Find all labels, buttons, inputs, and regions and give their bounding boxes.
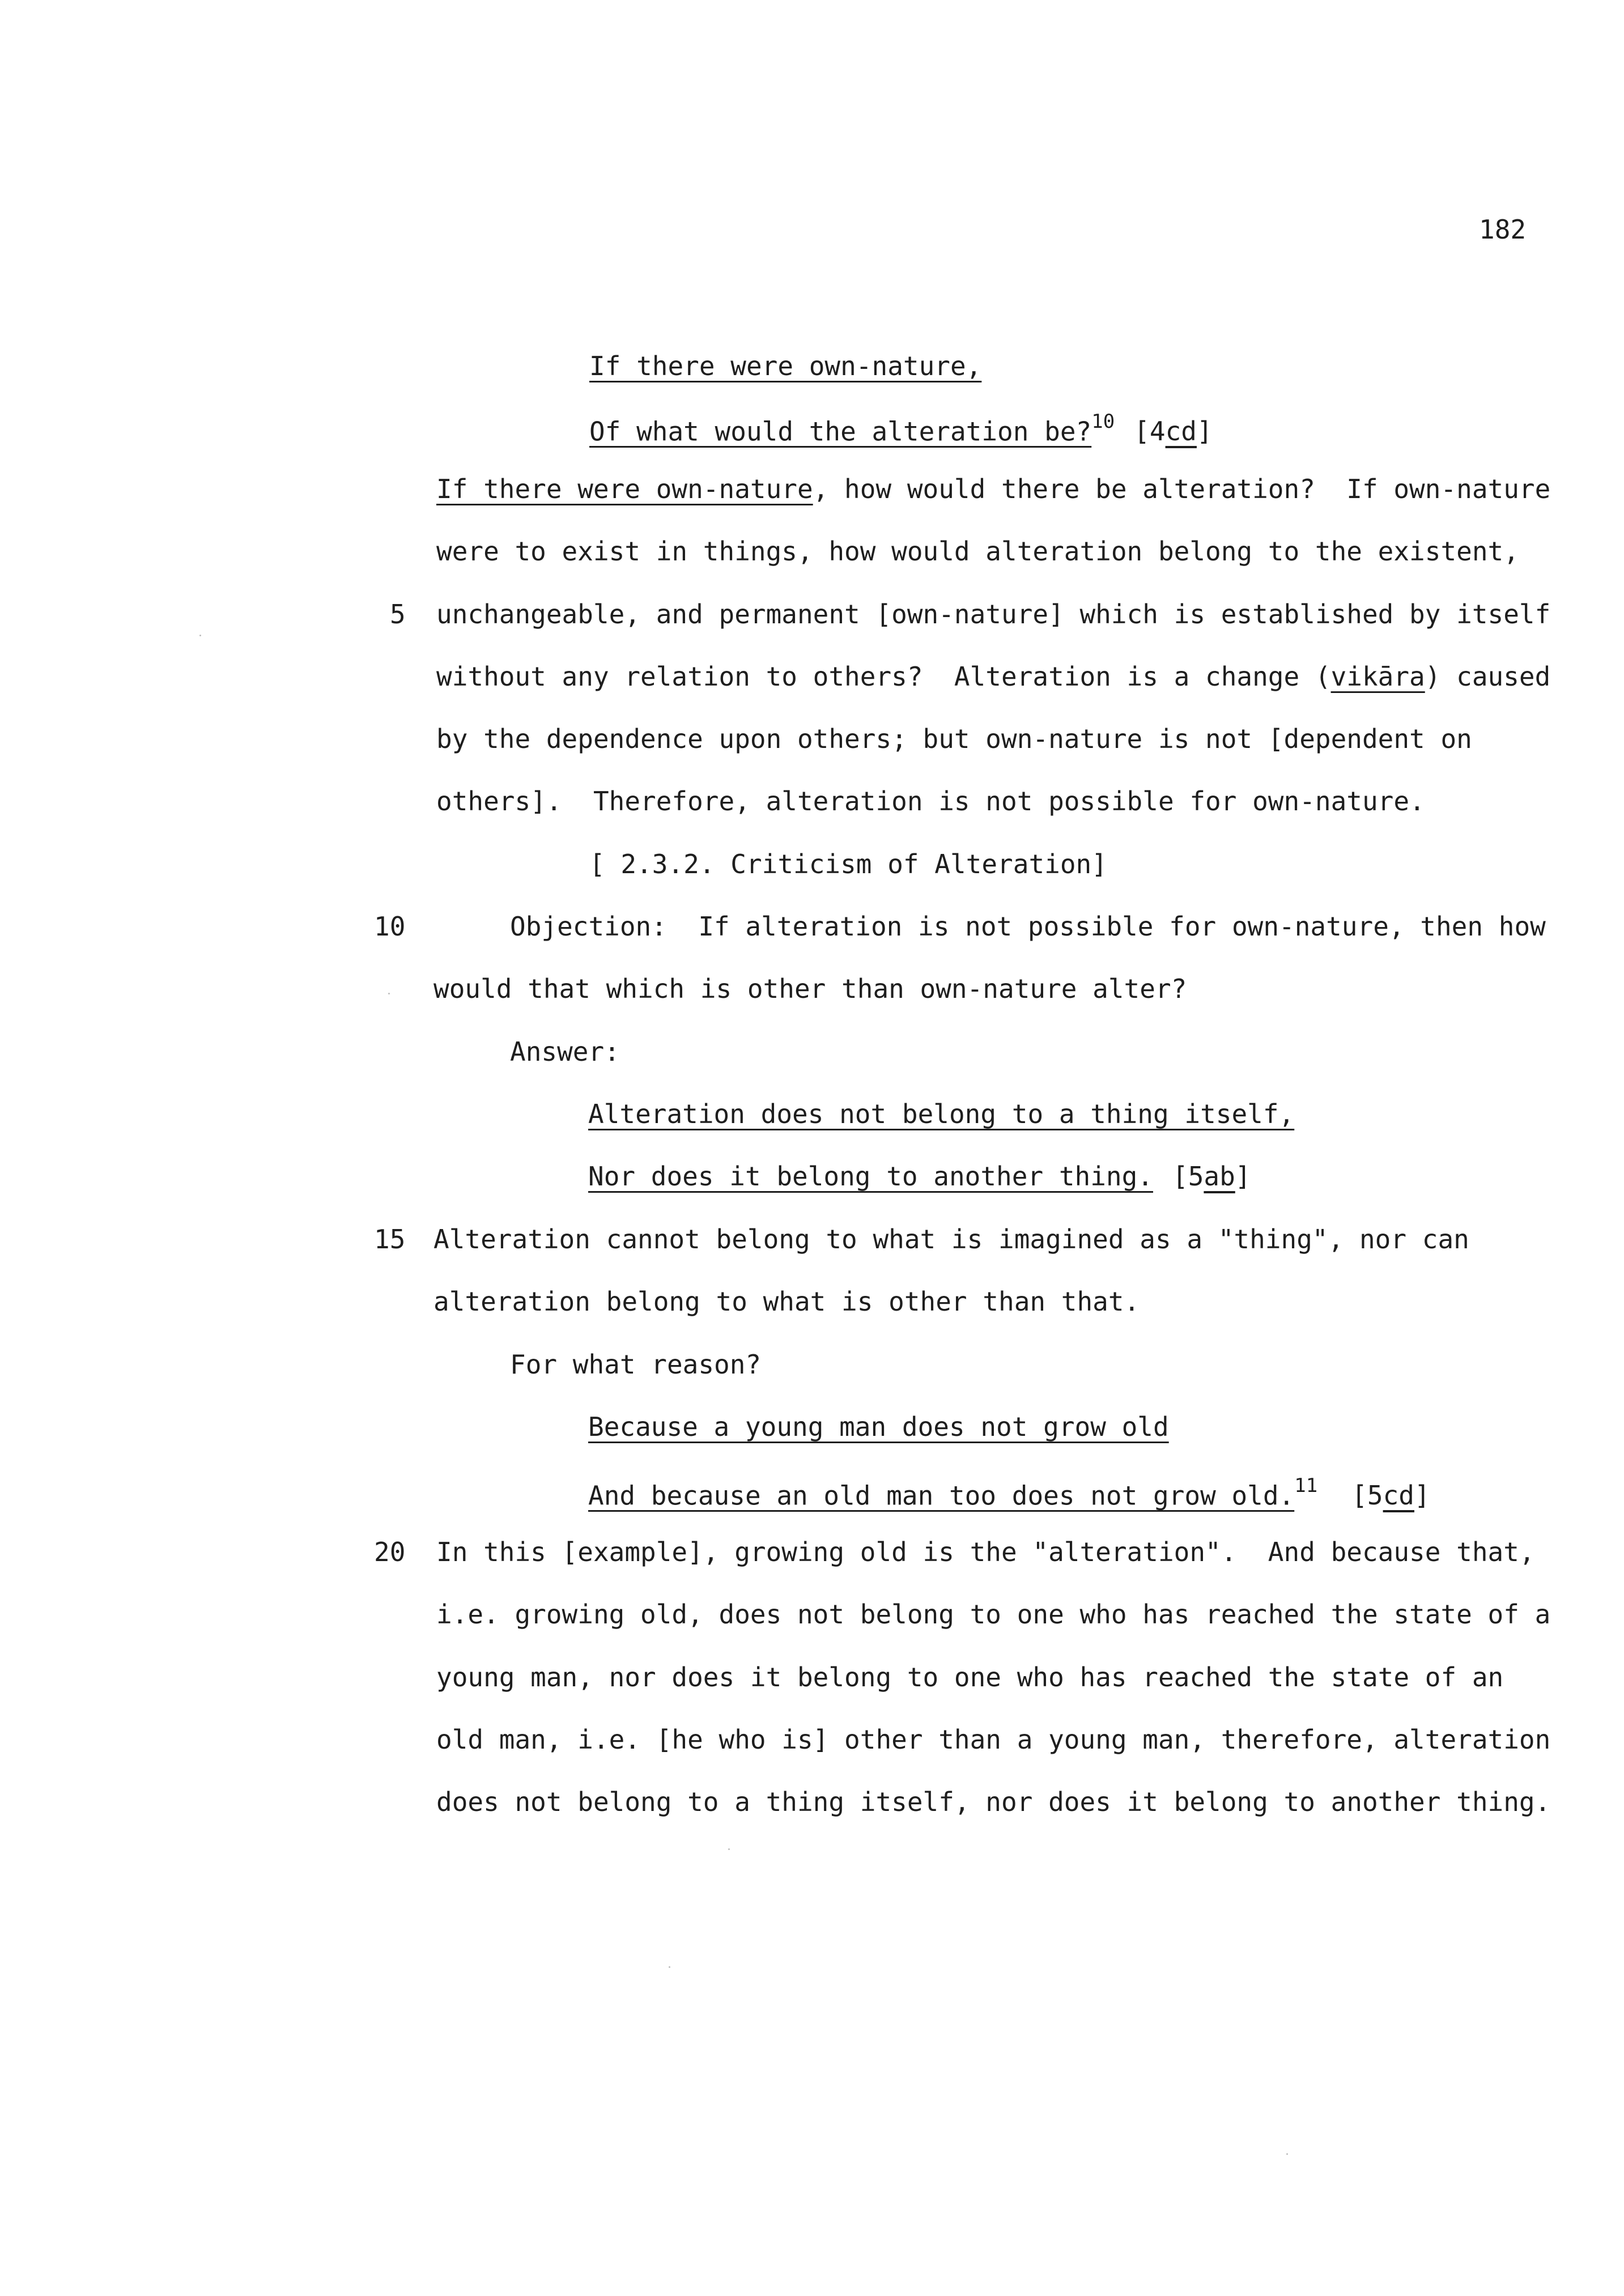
verse-4cd-line1: If there were own-nature, [589, 351, 982, 381]
page-number: 182 [1479, 214, 1527, 245]
objection-line1: Objection: If alteration is not possible for own-nature, then how [510, 911, 1546, 942]
para2-line2: alteration belong to what is other than that. [433, 1286, 1140, 1317]
para1-line6: others]. Therefore, alteration is not possible for own-nature. [436, 786, 1425, 817]
section-heading: [ 2.3.2. Criticism of Alteration] [589, 849, 1107, 879]
line-number-10: 10 [374, 911, 406, 942]
scan-speck [388, 993, 390, 994]
footnote-marker-10: 10 [1091, 410, 1115, 433]
verse-4cd-line2: Of what would the alteration be?$^{10}$ [4cd] [589, 410, 1213, 447]
para1-line5: by the dependence upon others; but own-nature is not [dependent on [436, 724, 1472, 754]
question-line: For what reason? [510, 1349, 762, 1380]
line-number-20: 20 [374, 1537, 406, 1567]
scan-speck [1286, 2153, 1288, 2155]
para1-line4: without any relation to others? Alteration is a change (vikāra) caused [436, 661, 1551, 692]
para1-line1: If there were own-nature, how would there be alteration? If own-nature [436, 474, 1551, 504]
verse-5ab-line1: Alteration does not belong to a thing itself, [588, 1099, 1295, 1129]
verse-5cd-line1: Because a young man does not grow old [588, 1411, 1169, 1442]
scan-speck [728, 1848, 730, 1850]
para3-line3: young man, nor does it belong to one who has reached the state of an [436, 1662, 1504, 1693]
scan-speck [199, 635, 201, 636]
sanskrit-term: vikāra [1330, 661, 1425, 692]
para3-line2: i.e. growing old, does not belong to one who has reached the state of a [436, 1599, 1551, 1630]
verse-ref-4cd: [4cd] [1134, 416, 1213, 447]
verse-5cd-line2: And because an old man too does not grow old.$^{11}$ [5cd] [588, 1474, 1430, 1511]
para2-line1: Alteration cannot belong to what is imagined as a "thing", nor can [433, 1224, 1469, 1255]
verse-5ab-line2: Nor does it belong to another thing. [5ab] [588, 1161, 1251, 1192]
para3-line4: old man, i.e. [he who is] other than a young man, therefore, alteration [436, 1724, 1551, 1755]
verse-ref-5cd: [5cd] [1351, 1480, 1430, 1511]
para1-line3: unchangeable, and permanent [own-nature] which is established by itself [436, 599, 1551, 630]
line-number-15: 15 [374, 1224, 406, 1255]
para3-line5: does not belong to a thing itself, nor does it belong to another thing. [436, 1787, 1551, 1817]
line-number-5: 5 [390, 599, 406, 630]
objection-line2: would that which is other than own-nature alter? [433, 973, 1187, 1004]
footnote-marker-11: 11 [1294, 1474, 1318, 1497]
scan-speck [669, 1966, 670, 1968]
verse-ref-5ab: [5ab] [1172, 1161, 1251, 1192]
para3-line1: In this [example], growing old is the "alteration". And because that, [436, 1537, 1535, 1567]
answer-label: Answer: [510, 1036, 620, 1067]
para1-line2: were to exist in things, how would alteration belong to the existent, [436, 536, 1519, 567]
